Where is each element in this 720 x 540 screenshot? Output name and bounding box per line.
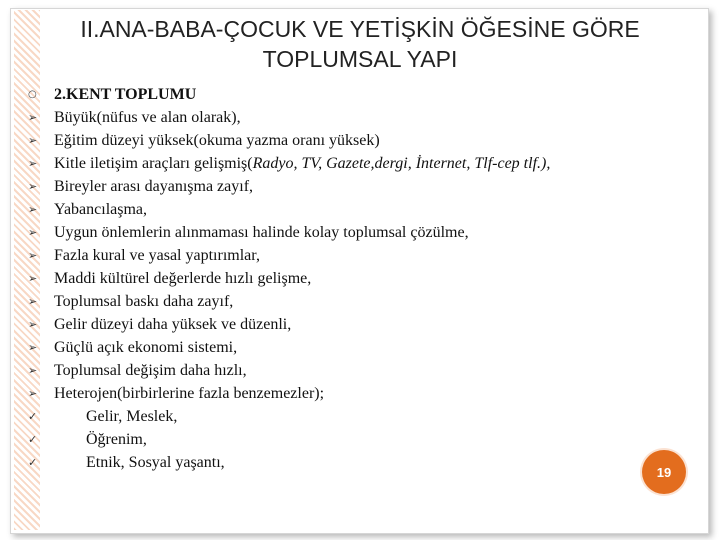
checkmark-bullet-icon: ✓ xyxy=(28,456,38,469)
arrow-bullet-icon: ➢ xyxy=(28,134,38,147)
circle-bullet-icon: ○ xyxy=(28,89,37,100)
arrow-bullet-icon: ➢ xyxy=(28,318,38,331)
arrow-bullet-icon: ➢ xyxy=(28,272,38,285)
arrow-bullet-icon: ➢ xyxy=(28,111,38,124)
title-line-2: TOPLUMSAL YAPI xyxy=(262,46,458,72)
arrow-bullet-icon: ➢ xyxy=(28,341,38,354)
title-line-1: II.ANA-BABA-ÇOCUK VE YETİŞKİN ÖĞESİNE GÖRE xyxy=(80,16,640,42)
arrow-bullet-icon: ➢ xyxy=(28,180,38,193)
arrow-bullet-icon: ➢ xyxy=(28,157,38,170)
checkmark-bullet-icon: ✓ xyxy=(28,410,38,423)
slide-title xyxy=(40,14,680,74)
checkmark-bullet-icon: ✓ xyxy=(28,433,38,446)
arrow-bullet-icon: ➢ xyxy=(28,249,38,262)
arrow-bullet-icon: ➢ xyxy=(28,387,38,400)
arrow-bullet-icon: ➢ xyxy=(28,226,38,239)
arrow-bullet-icon: ➢ xyxy=(28,203,38,216)
page-number-badge: 19 xyxy=(642,450,686,494)
arrow-bullet-icon: ➢ xyxy=(28,295,38,308)
arrow-bullet-icon: ➢ xyxy=(28,364,38,377)
